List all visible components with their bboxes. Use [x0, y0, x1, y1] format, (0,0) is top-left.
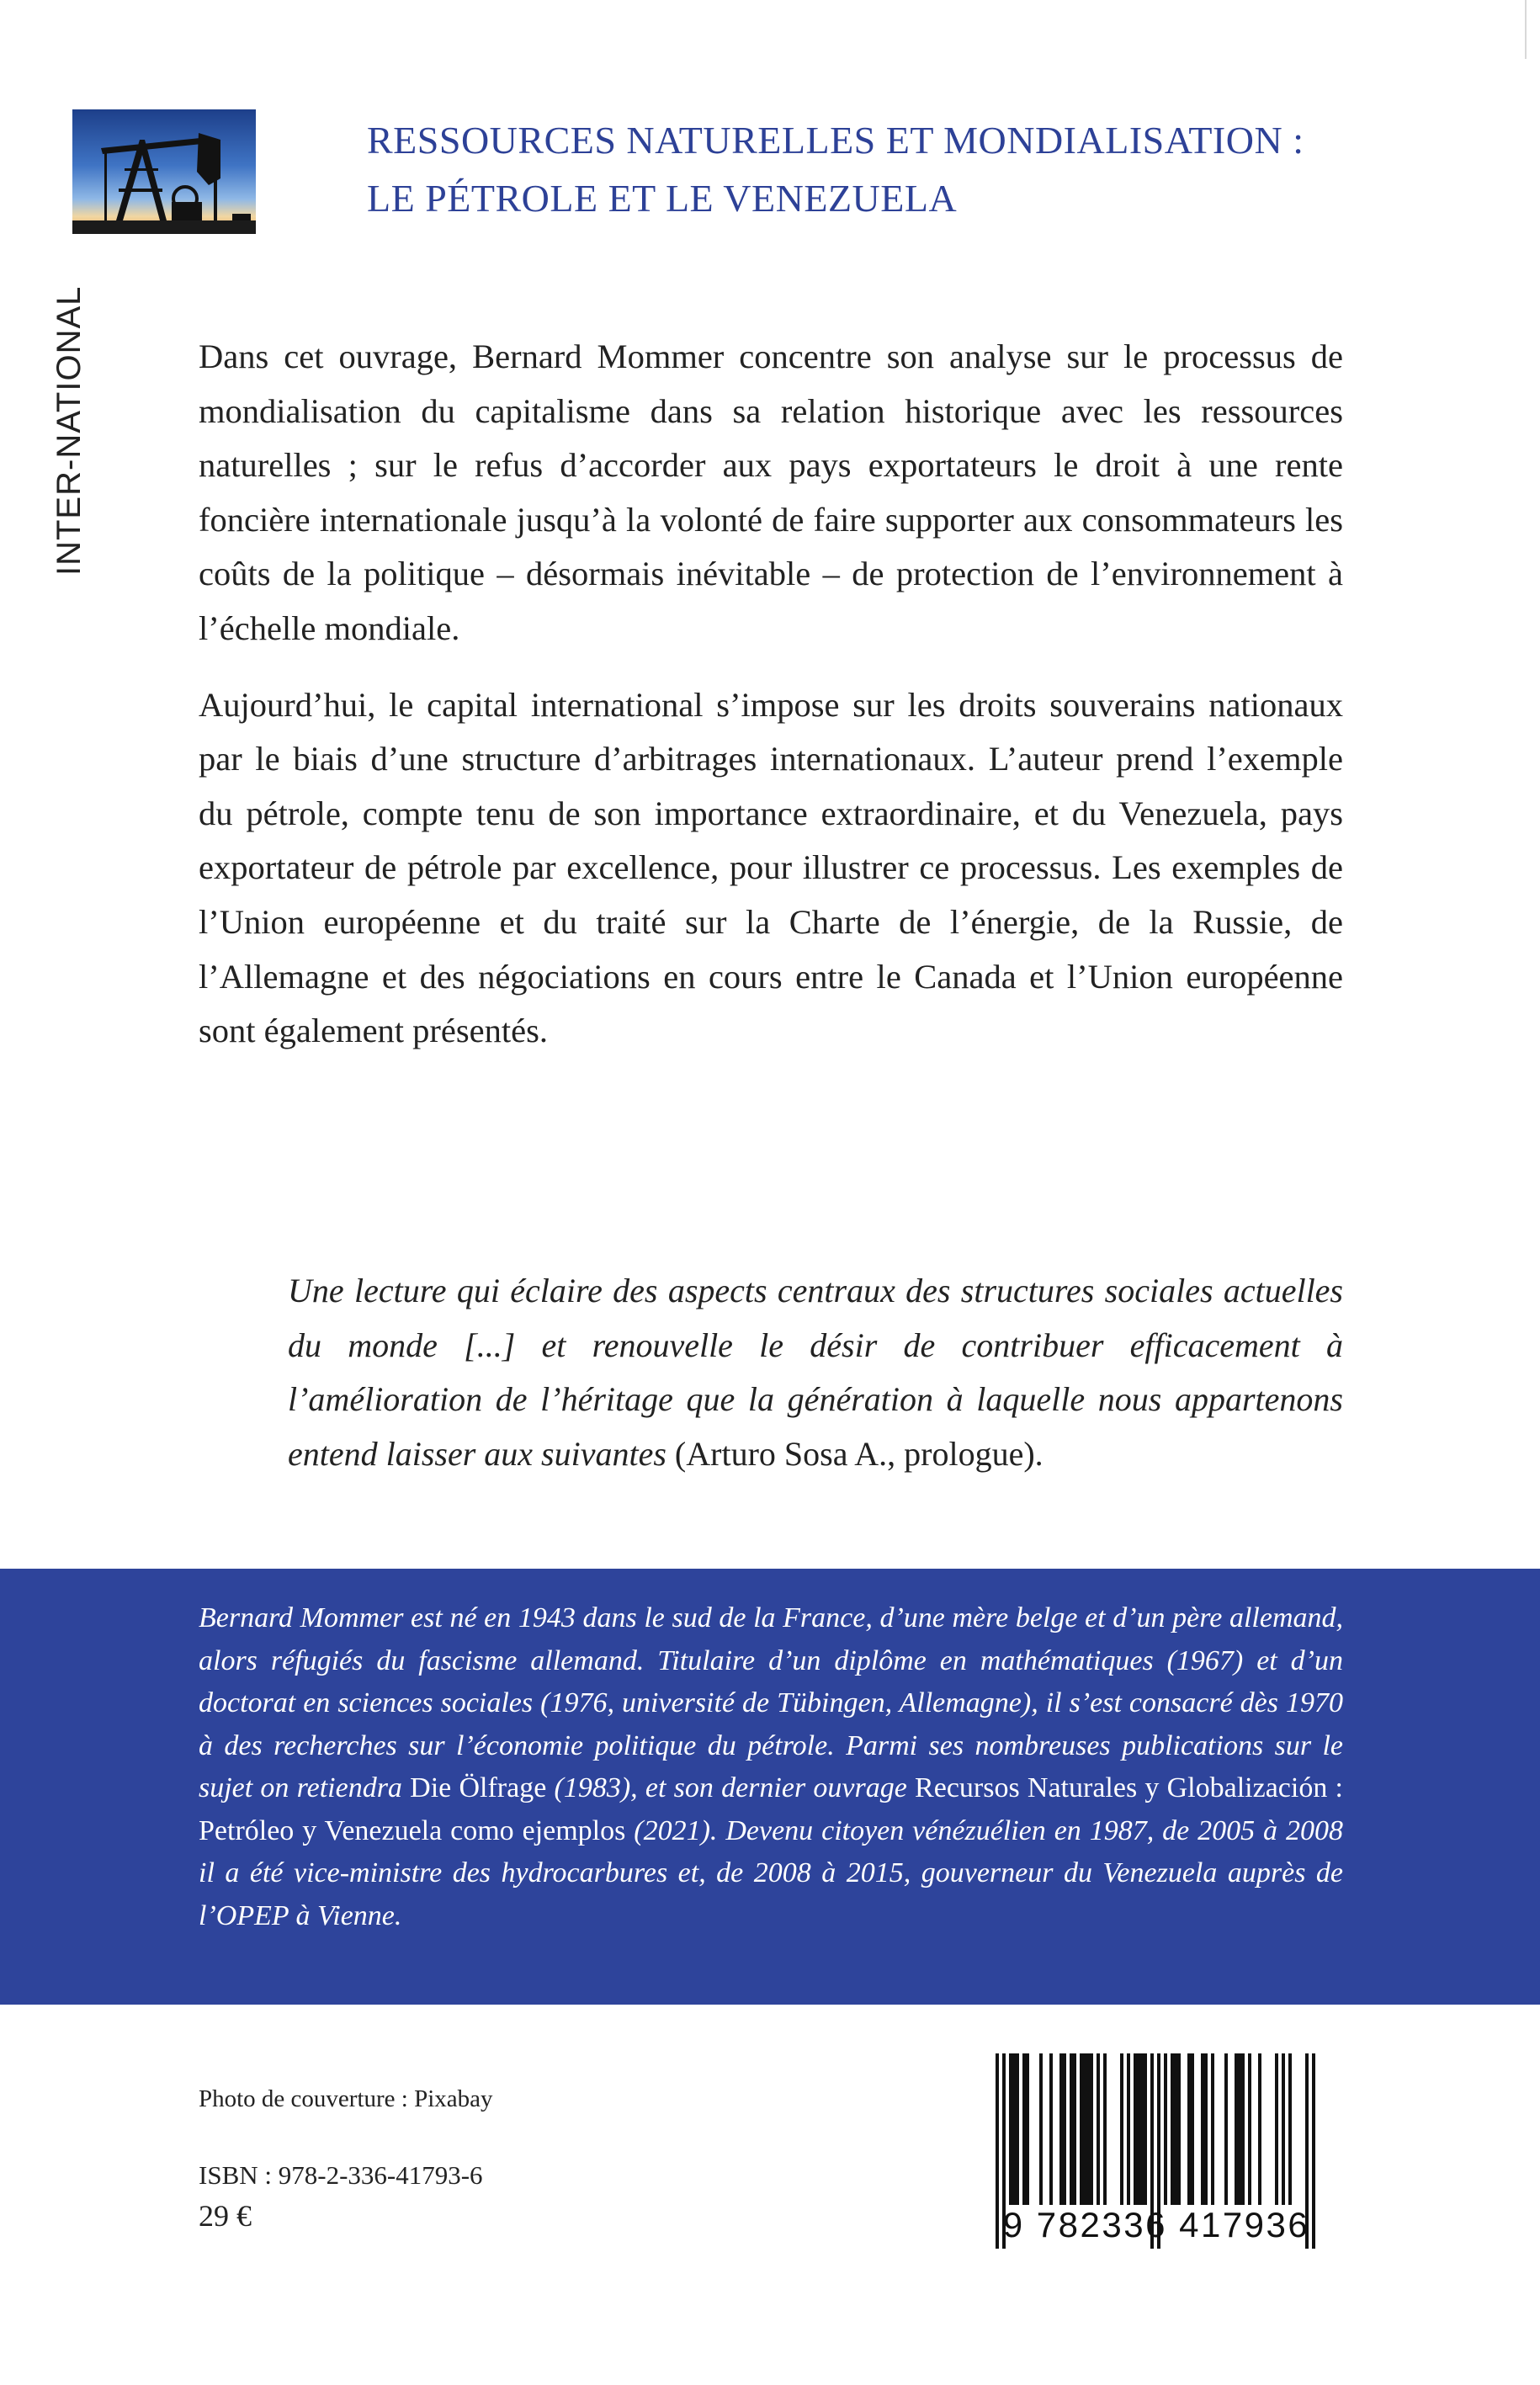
bio-text-2: (1983), et son dernier ouvrage [546, 1772, 916, 1803]
barcode-bar [1248, 2053, 1251, 2205]
price: 29 € [199, 2199, 252, 2233]
barcode-bar [1187, 2053, 1194, 2205]
author-bio [199, 1597, 1343, 1937]
oil-pump-icon [72, 109, 256, 234]
barcode-bar [1120, 2053, 1123, 2205]
book-title-line-1: RESSOURCES NATURELLES ET MONDIALISATION : [367, 119, 1304, 162]
barcode-bar [1009, 2053, 1019, 2205]
barcode-bar [1171, 2053, 1181, 2205]
cover-thumbnail [72, 109, 256, 234]
barcode-bar [1022, 2053, 1029, 2205]
bio-work-1: Die Ölfrage [410, 1772, 547, 1803]
barcode-bar [1070, 2053, 1076, 2205]
barcode-bar [1258, 2053, 1261, 2205]
quote-attribution: (Arturo Sosa A., prologue). [666, 1434, 1043, 1473]
isbn: ISBN : 978-2-336-41793-6 [199, 2160, 483, 2190]
book-title-line-2: LE PÉTROLE ET LE VENEZUELA [367, 177, 958, 220]
barcode-bar [1080, 2053, 1093, 2205]
summary-paragraph-1: Dans cet ouvrage, Bernard Mommer concentre son analyse sur le processus de mondialisation du capitalisme dans sa relation historique avec les ressources naturelles ; sur le refus d’accorder aux pays exportateurs le droit à une rente foncière internationale jusqu’à la volonté de faire supporter aux consommateurs les coûts de la politique – désormais inévitable – de protection de l’environnement à l’échelle mondiale. [199, 337, 1343, 647]
barcode-bar [1127, 2053, 1130, 2205]
bio-text-3: (2021). Devenu citoyen vénézuélien en 1987, de 2005 à 2008 il a été vice-ministre des hydrocarbures et, de 2008 à 2015, gouverneur du Venezuela auprès de l’OPEP à Vienne. [199, 1814, 1343, 1931]
barcode-bar [1059, 2053, 1066, 2205]
summary [199, 330, 1343, 1081]
quote-text: Une lecture qui éclaire des aspects centraux des structures sociales actuelles du monde [...] et renouvelle le désir de contribuer efficacement à l’amélioration de l’héritage que la génération à laquelle nous appartenons entend laisser aux suivantes [288, 1272, 1343, 1473]
barcode-bar [1282, 2053, 1285, 2205]
barcode-bar [1235, 2053, 1245, 2205]
bio-text-1: Bernard Mommer est né en 1943 dans le sud de la France, d’une mère belge et d’un père allemand, alors réfugiés du fascisme allemand. Titulaire d’un diplôme en mathématiques (1967) et d’un doctorat en sciences sociales (1976, université de Tübingen, Allemagne), il s’est consacré dès 1970 à des recherches sur l’économie politique du pétrole. Parmi ses nombreuses publications sur le sujet on retiendra [199, 1602, 1343, 1803]
bio-work-2: Recursos Naturales y Globalización : Petróleo y Venezuela como ejemplos [199, 1772, 1343, 1846]
barcode-bar [1103, 2053, 1107, 2205]
photo-credit: Photo de couverture : Pixabay [199, 2085, 493, 2112]
barcode-bar [1049, 2053, 1053, 2205]
barcode-bar [1097, 2053, 1100, 2205]
barcode-bar [1164, 2053, 1167, 2205]
barcode-bar [1211, 2053, 1214, 2205]
blurb-quote [288, 1264, 1343, 1481]
barcode-bar [1134, 2053, 1147, 2205]
barcode-bar [1039, 2053, 1043, 2205]
barcode-bar [1201, 2053, 1208, 2205]
summary-paragraph-2: Aujourd’hui, le capital international s’impose sur les droits souverains nationaux par le biais d’une structure d’arbitrages internationaux. L’auteur prend l’exemple du pétrole, compte tenu de son importance extraordinaire, et du Venezuela, pays exportateur de pétrole par excellence, pour illustrer ce processus. Les exemples de l’Union européenne et du traité sur la Charte de l’énergie, de la Russie, de l’Allemagne et des négociations en cours entre le Canada et l’Union européenne sont également présentés. [199, 685, 1343, 1050]
barcode-bar [1275, 2053, 1278, 2205]
series-name: INTER-NATIONAL [50, 285, 88, 576]
barcode-bar [1288, 2053, 1292, 2205]
book-title [367, 111, 1461, 227]
barcode-bar [1224, 2053, 1228, 2205]
edge-mark [1525, 0, 1527, 59]
barcode-digits: 9 782336 417936 [1002, 2205, 1310, 2244]
